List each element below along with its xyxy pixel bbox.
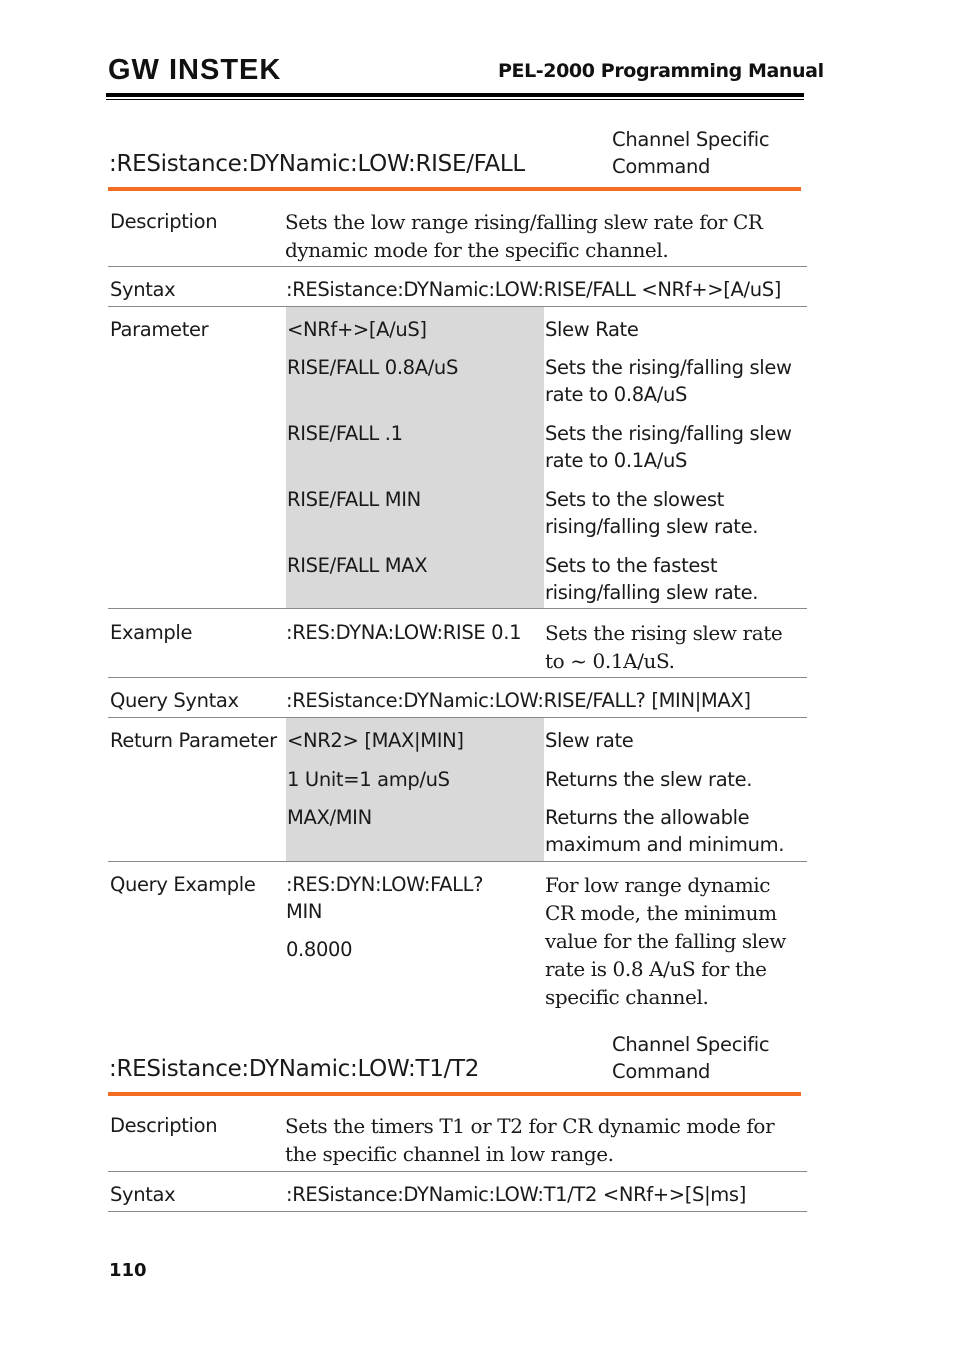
description-label: Description — [110, 1114, 218, 1137]
syntax-text: :RESistance:DYNamic:LOW:T1/T2 <NRf+>[S|ms] — [286, 1183, 747, 1206]
channel-line: Channel Specific — [612, 1033, 770, 1056]
return-value: <NR2> [MAX|MIN] — [287, 729, 464, 752]
description-line: Sets the low range rising/falling slew rate for CR — [285, 210, 763, 234]
row-divider — [108, 1171, 807, 1172]
description-line: the specific channel in low range. — [285, 1142, 614, 1166]
parameter-desc-line: rising/falling slew rate. — [545, 581, 759, 604]
parameter-desc — [545, 420, 792, 474]
parameter-desc — [545, 354, 792, 408]
example-command: :RES:DYNA:LOW:RISE 0.1 — [286, 621, 522, 644]
query-example-description — [545, 871, 807, 1011]
row-divider — [108, 266, 807, 267]
example-label: Example — [110, 621, 193, 644]
syntax-label: Syntax — [110, 278, 176, 301]
query-syntax-text: :RESistance:DYNamic:LOW:RISE/FALL? [MIN|MAX] — [286, 689, 751, 712]
parameter-desc-line: Sets the rising/falling slew — [545, 422, 792, 445]
command-line: Command — [612, 1060, 711, 1083]
query-example-desc-line: value for the falling slew — [545, 929, 786, 953]
return-value: MAX/MIN — [287, 806, 372, 829]
row-divider — [108, 608, 807, 609]
query-example-desc-line: For low range dynamic — [545, 873, 771, 897]
parameter-desc-line: Sets to the fastest — [545, 554, 718, 577]
query-example-label: Query Example — [110, 873, 256, 896]
command-heading: :RESistance:DYNamic:LOW:RISE/FALL — [109, 151, 525, 177]
parameter-desc-line: rate to 0.1A/uS — [545, 449, 687, 472]
parameter-desc — [545, 552, 758, 606]
gw-instek-logo: GW INSTEK — [108, 54, 282, 86]
row-divider — [108, 861, 807, 862]
return-parameter-label: Return Parameter — [110, 729, 277, 752]
parameter-value: RISE/FALL .1 — [287, 422, 403, 445]
command-line: Command — [612, 155, 711, 178]
return-desc — [545, 804, 784, 858]
parameter-value: RISE/FALL 0.8A/uS — [287, 356, 458, 379]
description-label: Description — [110, 210, 218, 233]
parameter-value: RISE/FALL MIN — [287, 488, 421, 511]
return-desc-line: maximum and minimum. — [545, 833, 785, 856]
row-divider — [108, 1211, 807, 1212]
query-example-command — [286, 871, 483, 925]
query-example-desc-line: CR mode, the minimum — [545, 901, 777, 925]
query-example-desc-line: rate is 0.8 A/uS for the — [545, 957, 767, 981]
return-desc: Slew rate — [545, 729, 634, 752]
return-desc-line: Returns the allowable — [545, 806, 750, 829]
description-text — [285, 1112, 805, 1168]
heading-underline — [108, 1092, 801, 1096]
description-line: dynamic mode for the specific channel. — [285, 238, 669, 262]
heading-underline — [108, 187, 801, 191]
example-description — [545, 619, 805, 675]
description-line: Sets the timers T1 or T2 for CR dynamic mode for — [285, 1114, 775, 1138]
manual-title: PEL-2000 Programming Manual — [498, 60, 824, 82]
parameter-desc: Slew Rate — [545, 318, 639, 341]
parameter-value: RISE/FALL MAX — [287, 554, 428, 577]
parameter-desc-line: rate to 0.8A/uS — [545, 383, 687, 406]
syntax-text: :RESistance:DYNamic:LOW:RISE/FALL <NRf+>[A/uS] — [286, 278, 782, 301]
parameter-label: Parameter — [110, 318, 209, 341]
parameter-desc-line: Sets the rising/falling slew — [545, 356, 792, 379]
page-number: 110 — [109, 1260, 147, 1281]
parameter-value: <NRf+>[A/uS] — [287, 318, 427, 341]
parameter-desc-line: Sets to the slowest — [545, 488, 724, 511]
syntax-label: Syntax — [110, 1183, 176, 1206]
channel-specific-label — [612, 1031, 812, 1085]
channel-line: Channel Specific — [612, 128, 770, 151]
query-example-result: 0.8000 — [286, 938, 353, 961]
channel-specific-label — [612, 126, 812, 180]
command-heading: :RESistance:DYNamic:LOW:T1/T2 — [109, 1056, 480, 1082]
description-text — [285, 208, 805, 264]
query-syntax-label: Query Syntax — [110, 689, 239, 712]
example-desc-line: to ~ 0.1A/uS. — [545, 649, 675, 673]
example-desc-line: Sets the rising slew rate — [545, 621, 783, 645]
return-desc: Returns the slew rate. — [545, 768, 753, 791]
query-example-line: MIN — [286, 900, 323, 923]
return-value: 1 Unit=1 amp/uS — [287, 768, 450, 791]
parameter-desc — [545, 486, 758, 540]
query-example-desc-line: specific channel. — [545, 985, 709, 1009]
parameter-desc-line: rising/falling slew rate. — [545, 515, 759, 538]
query-example-line: :RES:DYN:LOW:FALL? — [286, 873, 484, 896]
row-divider — [108, 677, 807, 678]
header-rule — [106, 93, 804, 97]
header-rule-thin — [106, 99, 804, 100]
